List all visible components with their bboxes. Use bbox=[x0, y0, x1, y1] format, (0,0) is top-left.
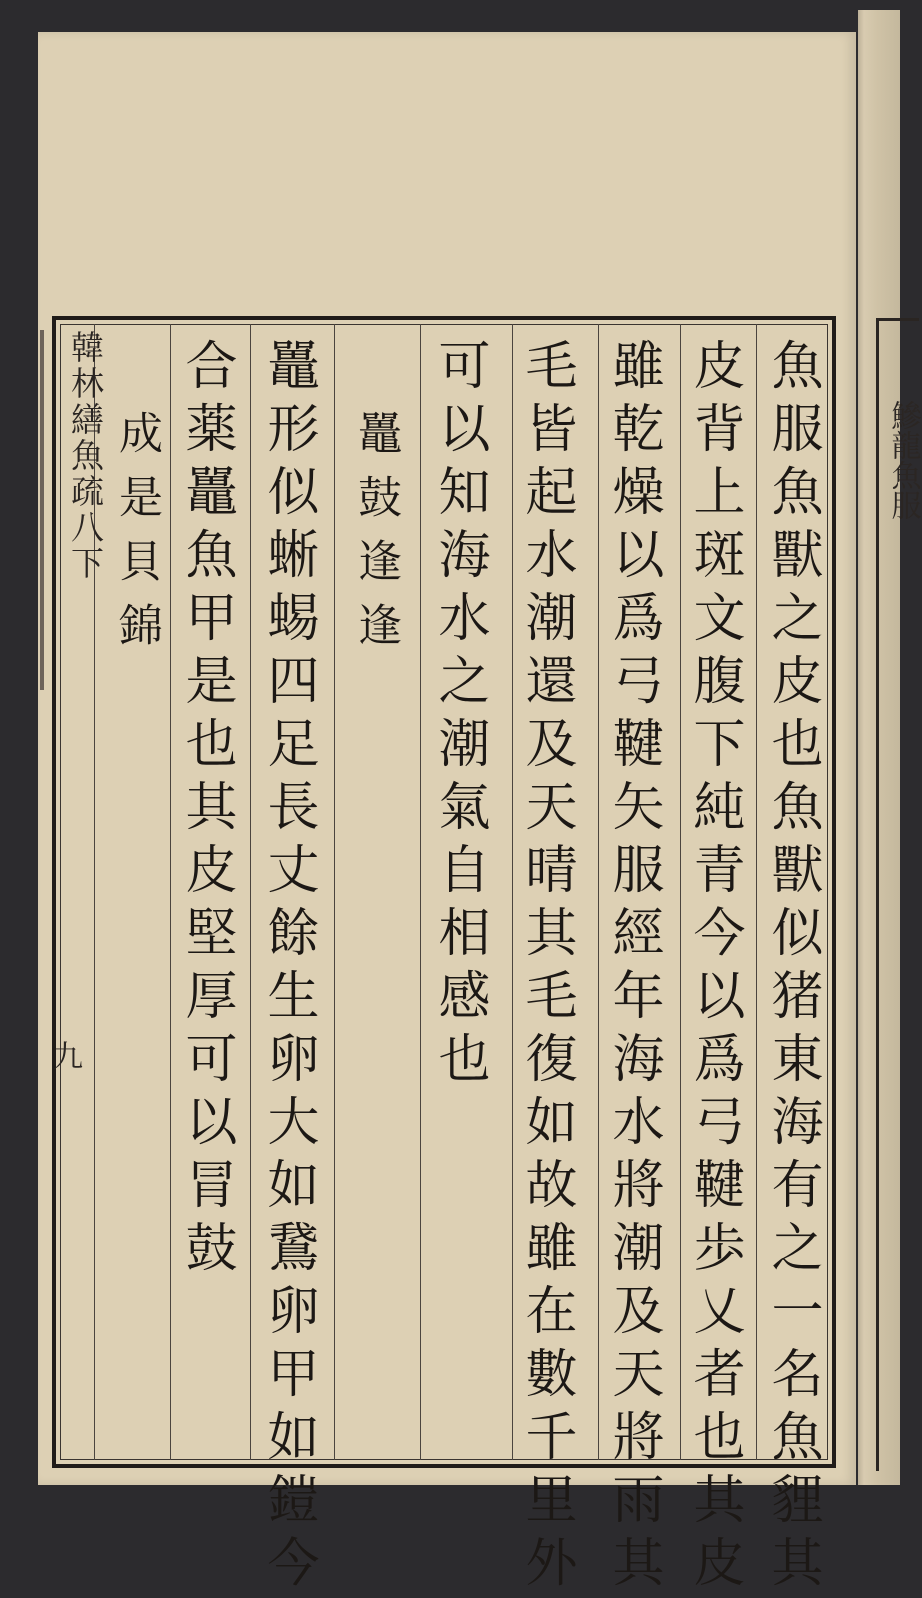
column-rule bbox=[680, 324, 681, 1460]
binding-mark bbox=[40, 330, 44, 690]
text-column-1: 魚服魚獸之皮也魚獸似猪東海有之一名魚貍其 bbox=[762, 338, 822, 1598]
text-column-5: 可以知海水之潮氣自相感也 bbox=[429, 338, 489, 1094]
banxin-title: 韓林繕魚疏八下 bbox=[66, 330, 105, 582]
column-rule bbox=[598, 324, 599, 1460]
text-column-7: 鼉形似蜥蜴四足長丈餘生卵大如鵞卵甲如鎧今 bbox=[258, 338, 318, 1598]
text-column-3: 雖乾燥以爲弓鞬矢服經年海水將潮及天將雨其 bbox=[603, 338, 663, 1598]
column-rule bbox=[250, 324, 251, 1460]
column-rule bbox=[420, 324, 421, 1460]
column-rule bbox=[512, 324, 513, 1460]
text-column-2: 皮背上斑文腹下純青今以爲弓鞬歩乂者也其皮 bbox=[684, 338, 744, 1598]
folio-number: 九 bbox=[47, 1040, 82, 1070]
column-rule bbox=[170, 324, 171, 1460]
column-rule bbox=[756, 324, 757, 1460]
column-rule bbox=[334, 324, 335, 1460]
text-column-4: 毛皆起水潮還及天晴其毛復如故雖在數千里外 bbox=[516, 338, 576, 1598]
text-column-9: 成是貝錦 bbox=[111, 410, 162, 666]
text-column-8: 合薬鼉魚甲是也其皮堅厚可以冐鼓 bbox=[176, 338, 236, 1283]
text-column-6: 鼉鼓逢逢 bbox=[350, 410, 401, 666]
adjacent-page-text: 鰺龍魚服 bbox=[885, 400, 921, 520]
